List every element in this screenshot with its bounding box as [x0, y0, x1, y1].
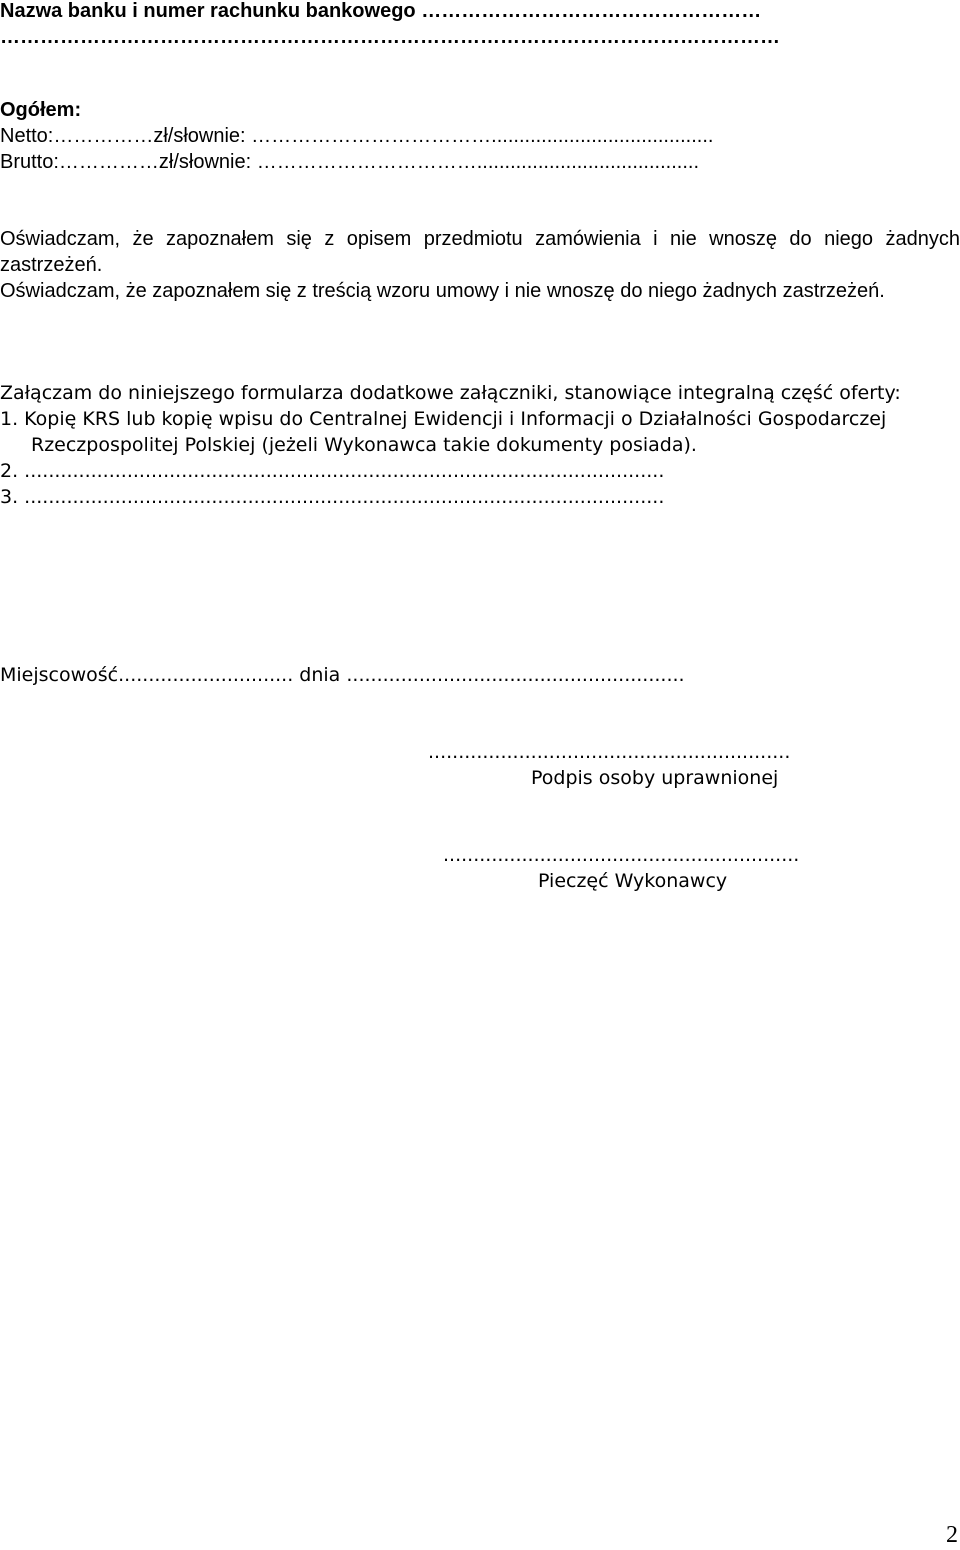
declaration-description-line2: zastrzeżeń.	[0, 254, 103, 276]
attachment-item-1: 1. Kopię KRS lub kopię wpisu do Centralnej Ewidencji i Informacji o Działalności Gospodarczej	[0, 408, 887, 430]
attachment-item-1-continued: Rzeczpospolitej Polskiej (jeżeli Wykonawca takie dokumenty posiada).	[31, 434, 697, 456]
attachment-item-2: 2. ..........................................................................................................	[0, 460, 665, 482]
declaration-description-line1: Oświadczam, że zapoznałem się z opisem przedmiotu zamówienia i nie wnoszę do niego żadnych	[0, 228, 960, 250]
brutto-line: Brutto:……………zł/słownie: ……………………………........................................	[0, 151, 699, 173]
bank-account-label: Nazwa banku i numer rachunku bankowego ……………………………………………	[0, 0, 762, 22]
attachment-item-3: 3. ..........................................................................................................	[0, 486, 665, 508]
totals-heading: Ogółem:	[0, 99, 82, 121]
page-number: 2	[946, 1522, 958, 1548]
netto-line: Netto:……………zł/słownie: ………………………………........................................	[0, 125, 714, 147]
signature-dots: ............................................................	[428, 741, 791, 763]
declaration-contract: Oświadczam, że zapoznałem się z treścią wzoru umowy i nie wnoszę do niego żadnych zastrzeżeń.	[0, 280, 885, 302]
bank-account-dots: ………………………………………………………………………………………………………	[0, 26, 780, 48]
signature-label: Podpis osoby uprawnionej	[531, 767, 779, 789]
attachments-intro: Załączam do niniejszego formularza dodatkowe załączniki, stanowiące integralną część oferty:	[0, 382, 901, 404]
stamp-dots: ...........................................................	[443, 844, 800, 866]
stamp-label: Pieczęć Wykonawcy	[538, 870, 728, 892]
place-date-line: Miejscowość............................. dnia ........................................................	[0, 664, 685, 686]
